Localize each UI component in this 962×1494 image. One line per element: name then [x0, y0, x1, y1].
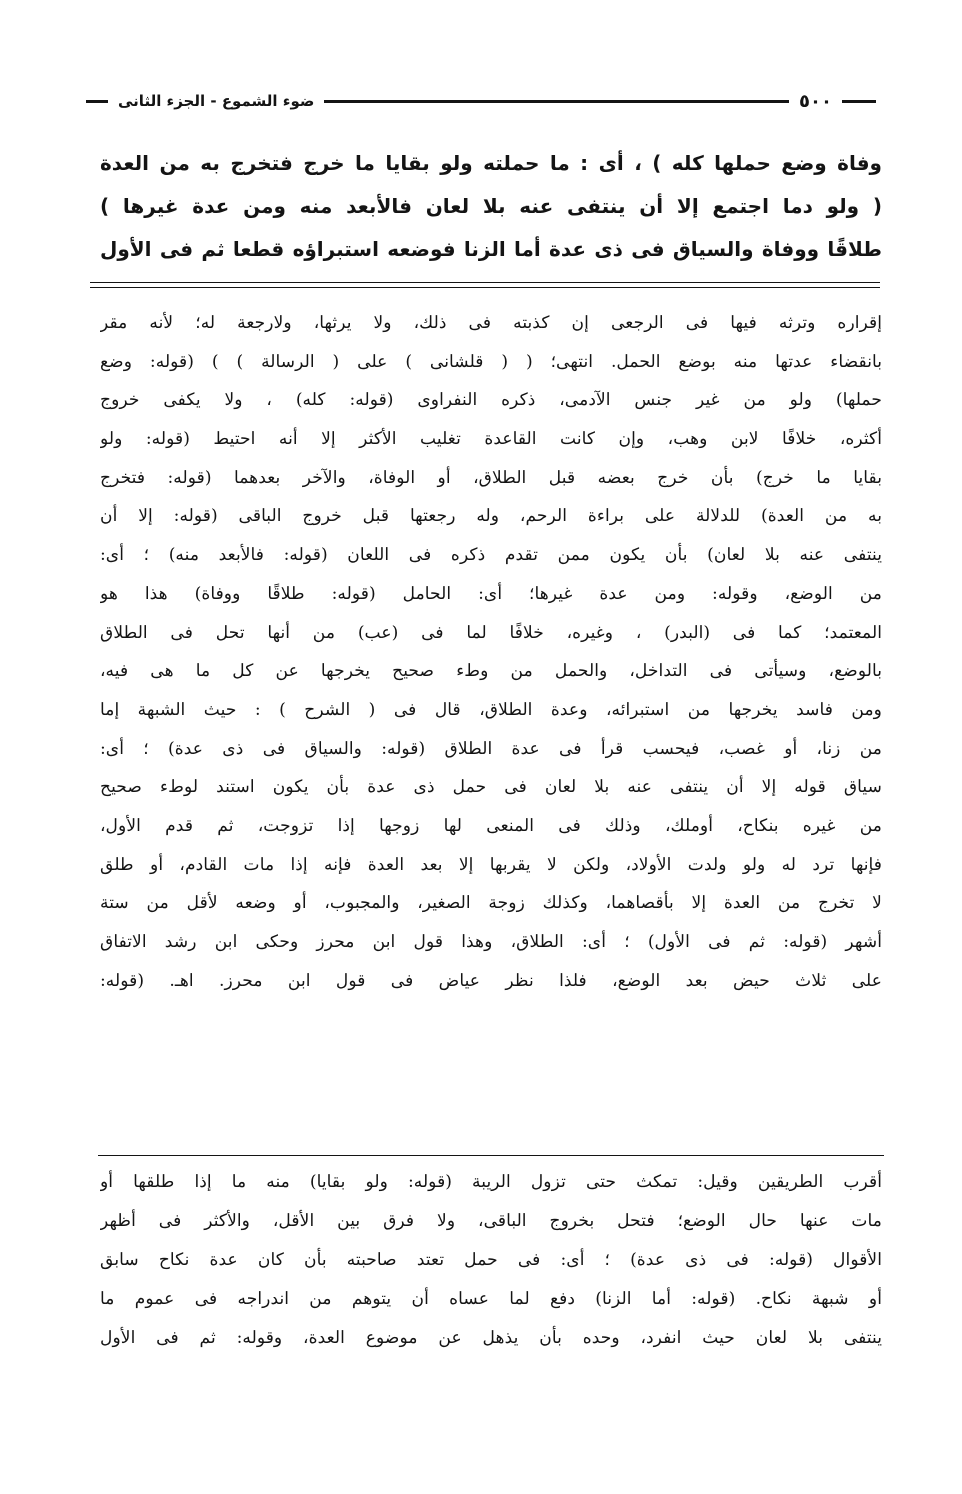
header-dash-right — [842, 100, 876, 103]
commentary-line: من الوضع، وقوله: ومن عدة غيرها؛ أى: الحامل (قوله: طلاقًا ووفاة) هذا هو — [100, 583, 882, 604]
commentary-line: على ثلاث حيض بعد الوضع، فلذا نظر عياض فى قول ابن محرز. اهـ. (قوله: — [100, 970, 882, 991]
main-text-line: طلاقًا ووفاة والسياق فى ذى عدة أما الزنا فوضعه استبراؤه قطعا ثم فى الأول — [100, 237, 882, 261]
commentary-text — [100, 304, 882, 1000]
commentary-line: ينتفى عنه بلا لعان) بأن يكون ممن تقدم ذكره فى اللعان (قوله: فالأبعد منه) ؛ أى: — [100, 545, 882, 566]
commentary-line: أشهر (قوله: ثم فى الأول) ؛ أى: الطلاق، وهذا قول ابن محرز وحكى ابن رشد الاتفاق — [100, 932, 882, 952]
page-number: ٥٠٠ — [799, 90, 832, 112]
footnote-line: أو شبهة نكاح. (قوله: أما الزنا) دفع لما عساه أن يتوهم من اندراجه فى عموم ما — [100, 1289, 882, 1309]
commentary-line: المعتمد؛ كما فى (البدر) ، وغيره، خلافًا لما فى (عب) من أنها تحل فى الطلاق — [100, 622, 882, 643]
double-divider — [90, 282, 880, 288]
commentary-line: ومن فاسد يخرجها من استبرائه، وعدة الطلاق، قال فى ( الشرح ) : حيث الشبهة إما — [100, 699, 882, 720]
running-title: ضوء الشموع - الجزء الثانى — [118, 92, 315, 110]
footnote-line: ينتفى بلا لعان حيث انفرد، وحده بأن يذهل عن موضوع العدة، وقوله: ثم فى الأول — [100, 1328, 882, 1348]
commentary-line: لا تخرج من العدة إلا بأقصاهما، وكذلك زوجة الصغير، والمجبوب، أو وضعه لأقل من ستة — [100, 893, 882, 914]
commentary-line: من زنا، أو غصب، فيحسب قرأ فى عدة الطلاق (قوله: والسياق فى ذى عدة) ؛ أى: — [100, 738, 882, 759]
footnote-line: مات عنها حال الوضع؛ فتحل بخروج الباقى، ولا فرق بين الأقل، والأكثر فى أظهر — [100, 1211, 882, 1231]
header-dash-left — [86, 100, 108, 103]
main-text — [100, 142, 882, 271]
commentary-line: بالوضع، وسيأتى فى التداخل، والحمل من وطء صحيح يخرجها عن كل ما هى فيه، — [100, 661, 882, 682]
commentary-line: بقايا ما خرج) بأن خرج بعضه قبل الطلاق، أو الوفاة، والآخر بعدهما (قوله: فتخرج — [100, 467, 882, 488]
main-text-line: وفاة وضع حملها كله ) ، أى : ما حملته ولو بقايا ما خرج فتخرج به من العدة — [100, 151, 882, 175]
footnote-line: الأقوال (قوله: فى ذى عدة) ؛ أى: فى حمل تعتد صاحبته بأن كان عدة نكاح سابق — [100, 1250, 882, 1270]
commentary-line: سياق قوله إلا أن ينتفى عنه بلا لعان فى حمل ذى عدة بأن يكون استند لوطء صحيح — [100, 777, 882, 798]
main-text-line: ( ولو دما اجتمع إلا أن ينتفى عنه بلا لعان فالأبعد منه ومن عدة غيرها ) — [100, 194, 882, 218]
footnote-line: أقرب الطريقين وقيل: تمكث حتى تزول الريبة (قوله: ولو بقايا) منه ما إذا طلقها أو — [100, 1172, 882, 1192]
commentary-line: بانقضاء عدتها منه بوضع الحمل. انتهى؛ ( ( قلشانى ) على ( الرسالة ) ) (قوله: وضع — [100, 351, 882, 372]
commentary-line: إقراره وترثه فيها فى الرجعى إن كذبته فى ذلك، ولا يرثها، ولارجعة له؛ لأنه مقر — [100, 313, 882, 333]
commentary-line: حملها) ولو من غير جنس الآدمى، ذكره النفراوى (قوله: كله) ، ولا يكفى خروج — [100, 390, 882, 411]
commentary-line: فإنها ترد له ولو ولدت الأولاد، ولكن لا يقربها إلا بعد العدة فإنه إذا مات القادم، أو طلق — [100, 854, 882, 875]
commentary-line: أكثره، خلافًا لابن وهب، وإن كانت القاعدة تغليب الأكثر إلا أنه احتيط (قوله: ولو — [100, 429, 882, 450]
footnotes-text — [100, 1163, 882, 1358]
footnote-divider — [98, 1155, 884, 1156]
header-rule — [324, 100, 789, 103]
commentary-line: به من العدة) للدلالة على براءة الرحم، وله رجعتها قبل خروج الباقى (قوله: إلا أن — [100, 506, 882, 527]
running-header — [86, 86, 876, 116]
commentary-line: من غيره بنكاح، أوملك، وذلك فى المنعى لها زوجها إذا تزوجت، ثم قدم الأول، — [100, 815, 882, 836]
